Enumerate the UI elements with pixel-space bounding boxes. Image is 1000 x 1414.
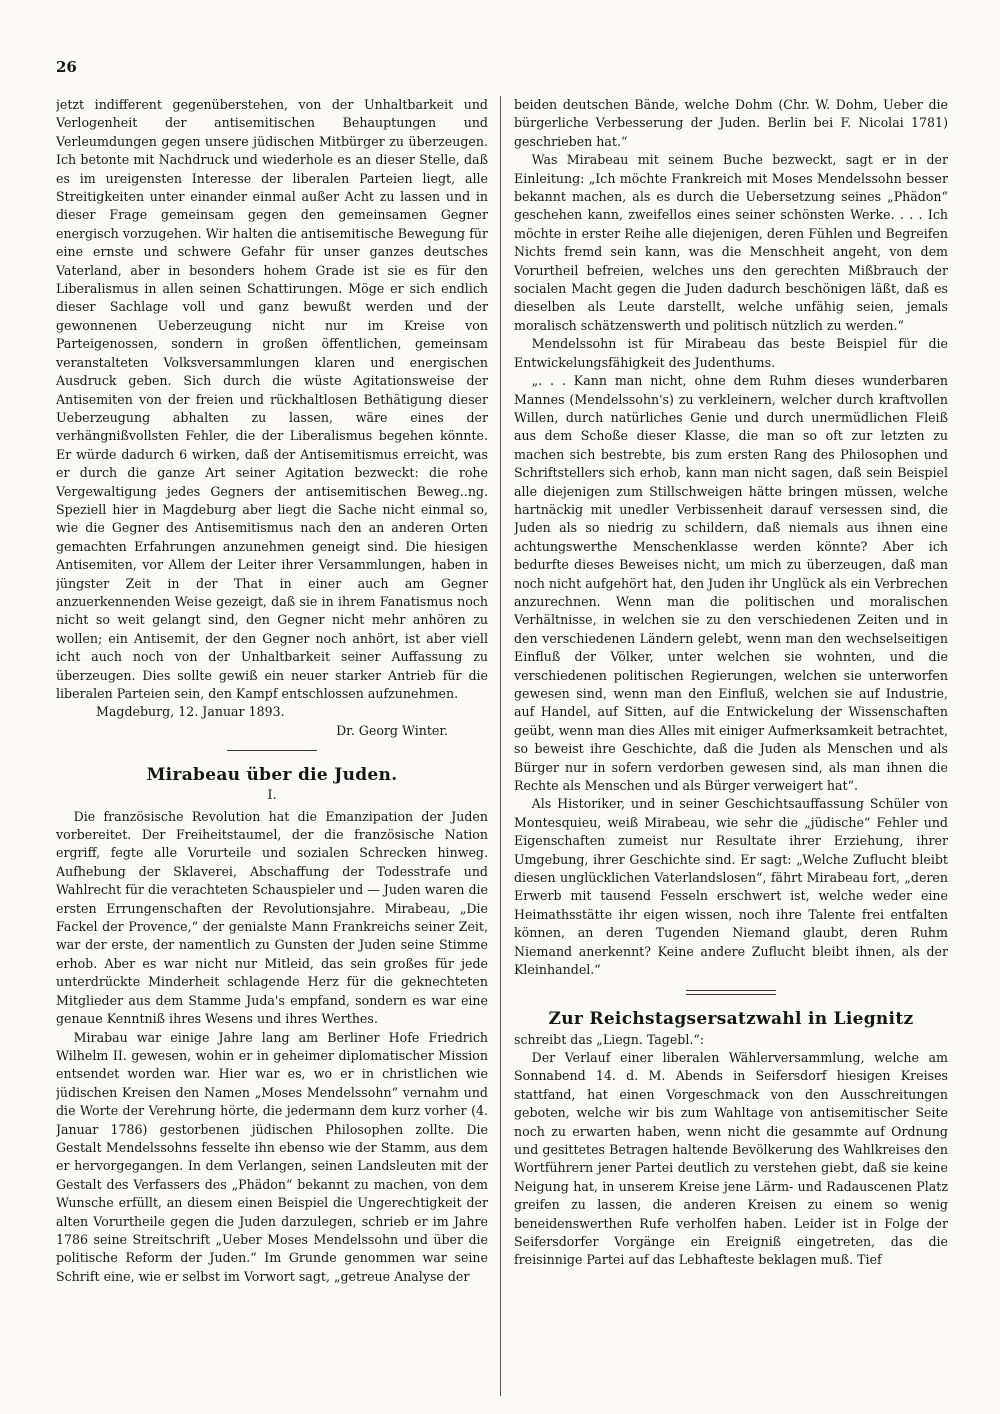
column-rule	[500, 96, 501, 1396]
dateline-row	[56, 703, 488, 721]
article-intro: schreibt das „Liegn. Tagebl.“:	[514, 1031, 705, 1047]
page-number: 26	[56, 58, 77, 76]
right-column	[514, 96, 948, 1396]
section-divider	[227, 750, 317, 751]
article-paragraph: Als Historiker, und in seiner Geschichtsauffassung Schüler von Montesquieu, weiß Mirabeau, wie sehr die „jüdische“ Fehler und Eigenschaften zumeist nur Resultate ihrer Erziehung, ihrer Umgebung, ihrer Geschichte sind. Er sagt: „Welche Zuflucht bleibt diesen unglücklichen Vaterlandslosen“, fährt Mirabeau fort, „deren Erwerb mit tausend Fesseln erschwert ist, welche weder eine Heimathsstätte ihr eigen wissen, noch ihre Talente frei entfalten können, an deren Tugenden Niemand glaubt, deren Ruhm Niemand anerkennt? Keine andere Zuflucht bleibt ihnen, als der Kleinhandel.“	[514, 796, 948, 978]
continued-article-text: jetzt indifferent gegenüberstehen, von der Unhaltbarkeit und Verlogenheit der antisemitischen Behauptungen und Verleumdungen gegen unsere jüdischen Mitbürger zu überzeugen. Ich betonte mit Nachdruck und wiederhole es an dieser Stelle, daß es im ureigensten Interesse der liberalen Parteien liegt, alle Streitigkeiten unter einander einmal außer Acht zu lassen und in dieser Frage gemeinsam gegen den gemeinsamen Gegner energisch vorzugehen. Wir halten die antisemitische Bewegung für eine ernste und schwere Gefahr für unser ganzes deutsches Vaterland, aber in besonders hohem Grade ist sie es für den Liberalismus in allen seinen Schattirungen. Möge er sich endlich dieser Sachlage voll und ganz bewußt werden und der gewonnenen Ueberzeugung nicht nur im Kreise von Parteigenossen, sondern in großen öffentlichen, gemeinsam veranstalteten Volksversammlungen klaren und energischen Ausdruck geben. Sich durch die wüste Agitationsweise der Antisemiten von der freien und rückhaltlosen Bethätigung dieser Ueberzeugung abhalten zu lassen, wäre eines der verhängnißvollsten Fehler, die der Liberalismus begehen könnte. Er würde dadurch 6 wirken, daß der Antisemitismus erreicht, was er durch die ganze Art seiner Agitation bezweckt: die rohe Vergewaltigung jedes Gegners der antisemitischen Beweg..ng. Speziell hier in Magdeburg aber liegt die Sache nicht einmal so, wie die Gegner des Antisemitismus nach den an anderen Orten gemachten Erfahrungen anzunehmen geneigt sind. Die hiesigen Antisemiten, vor Allem der Leiter ihrer Versammlungen, haben in jüngster Zeit in der That in einer auch am Gegner anzuerkennenden Weise gezeigt, daß sie in ihrem Fanatismus noch nicht so weit gelangt sind, den Gegner nicht mehr anhören zu wollen; ein Antisemit, der den Gegner noch anhört, ist aber viell icht auch noch von der Unhaltbarkeit seiner Auffassung zu überzeugen. Dies sollte gewiß ein neuer starker Antrieb für die liberalen Parteien sein, den Kampf entschlossen aufzunehmen.	[56, 97, 488, 701]
article-title-liegnitz: Zur Reichstagsersatzwahl in Liegnitz	[548, 1008, 914, 1029]
dateline: Magdeburg, 12. Januar 1893.	[96, 704, 285, 720]
article-paragraph: Was Mirabeau mit seinem Buche bezweckt, sagt er in der Einleitung: „Ich möchte Frankreich mit Moses Mendelssohn besser bekannt machen, als es durch die Uebersetzung seines „Phädon“ geschehen kann, zweifellos eines seiner schönsten Werke. . . . Ich möchte in erster Reihe alle diejenigen, deren Fühlen und Begreifen Nichts fremd sein kann, was die Menschheit angeht, von dem Vorurtheil befreien, welches uns den gerechten Mißbrauch der socialen Macht gegen die Juden dadurch beschönigen läßt, daß es dieselben als Leute darstellt, welche unfähig seien, jemals moralisch schätzenswerth und politisch nützlich zu werden.“	[514, 152, 948, 333]
left-column	[56, 96, 488, 1396]
article-paragraph: Mendelssohn ist für Mirabeau das beste Beispiel für die Entwickelungsfähigkeit des Judenthums.	[514, 336, 948, 370]
article-part-number: I.	[267, 788, 277, 804]
section-divider	[686, 990, 776, 995]
article-paragraph: Die französische Revolution hat die Emanzipation der Juden vorbereitet. Der Freiheitstaumel, der die französische Nation ergriff, fegte alle Vorurteile und sozialen Schrecken hinweg. Aufhebung der Sklaverei, Abschaffung der Todesstrafe und Wahlrecht für die verachteten Schauspieler und — Juden waren die ersten Errungenschaften der Revolutionsjahre. Mirabeau, „Die Fackel der Provence,“ der genialste Mann Frankreichs seiner Zeit, war der erste, der namentlich zu Gunsten der Juden seine Stimme erhob. Aber es war nicht nur Mitleid, das sein großes für jede unterdrückte Minderheit schlagende Herz für die geknechteten Mitglieder aus dem Stamme Juda's empfand, sondern es war eine genaue Kenntniß ihres Wesens und ihres Werthes.	[56, 808, 488, 1027]
author-signature: Dr. Georg Winter.	[336, 722, 448, 738]
article-paragraph: „. . . Kann man nicht, ohne dem Ruhm dieses wunderbaren Mannes (Mendelssohn's) zu verkleinern, welcher durch kraftvollen Willen, durch natürliches Genie und durch unermüdlichen Fleiß aus dem Schoße dieser Klasse, die man so oft zur letzten zu machen sich bestrebte, bis zum ersten Rang des Philosophen und Schriftstellers sich erhob, kann man nicht sagen, daß sein Beispiel alle diejenigen zum Stillschweigen hätte bringen müssen, welche hartnäckig mit unedler Verbissenheit darauf versessen sind, die Juden als so niedrig zu schildern, daß niemals aus ihnen eine achtungswerthe Menschenklasse werden könnte? Aber ich bedurfte dieses Beweises nicht, um mich zu überzeugen, daß man noch nicht aufgehört hat, den Juden ihr Unglück als ein Verbrechen anzurechnen. Wenn man die politischen und moralischen Verhältnisse, in welchen sie zu den verschiedenen Zeiten und in den verschiedenen Ländern gelebt, wenn man den wechselseitigen Einfluß der Völker, unter welchen sie wohnten, und die verschiedenen politischen Regierungen, welchen sie unterworfen gewesen sind, wenn man den Einfluß, welchen sie auf Industrie, auf Handel, auf Sitten, auf die Entwickelung der Wissenschaften geübt, wenn man dies Alles mit einiger Aufmerksamkeit betrachtet, so beweist ihre Geschichte, daß die Juden als Menschen und als Bürger nur in sofern verdorben gewesen sind, als man ihnen die Rechte als Menschen und als Bürger verweigert hat“.	[514, 373, 948, 794]
article-paragraph: beiden deutschen Bände, welche Dohm (Chr. W. Dohm, Ueber die bürgerliche Verbesserung der Juden. Berlin bei F. Nicolai 1781) geschrieben hat.“	[514, 97, 948, 149]
article-title-mirabeau: Mirabeau über die Juden.	[146, 765, 398, 786]
article-paragraph: Mirabau war einige Jahre lang am Berliner Hofe Friedrich Wilhelm II. gewesen, wohin er in geheimer diplomatischer Mission entsendet worden war. Hier war es, wo er in christlichen wie jüdischen Kreisen den Namen „Moses Mendelssohn“ vernahm und die Worte der Verehrung hörte, die jedermann dem kurz vorher (4. Januar 1786) gestorbenen jüdischen Philosophen zollte. Die Gestalt Mendelssohns fesselte ihn ebenso wie der Stamm, aus dem er hervorgegangen. In dem Verlangen, seinen Landsleuten mit der Gestalt des Verfassers des „Phädon“ bekannt zu machen, von dem Wunsche erfüllt, an diesem einen Beispiel die Ungerechtigkeit der alten Vorurtheile gegen die Juden darzulegen, schrieb er im Jahre 1786 seine Streitschrift „Ueber Moses Mendelssohn und über die politische Reform der Juden.“ Im Grunde genommen war seine Schrift eine, wie er selbst im Vorwort sagt, „getreue Analyse der	[56, 1029, 488, 1284]
article-paragraph: Der Verlauf einer liberalen Wählerversammlung, welche am Sonnabend 14. d. M. Abends in Seifersdorf hiesigen Kreises stattfand, hat einen Vorgeschmack von den Ausschreitungen geboten, welche wir bis zum Wahltage von antisemitischer Seite noch zu erwarten haben, wenn nicht die gesammte auf Ordnung und gesittetes Betragen haltende Bevölkerung des Wahlkreises den Wortführern jener Partei deutlich zu verstehen giebt, daß sie keine Neigung hat, in unserem Kreise jene Lärm- und Radauscenen Platz greifen zu lassen, die anderen Kreisen zu einem so wenig beneidenswerthen Rufe verholfen haben. Leider ist in Folge der Seifersdorfer Vorgänge ein Ereigniß eingetreten, das die freisinnige Partei auf das Lebhafteste beklagen muß. Tief	[514, 1049, 948, 1268]
